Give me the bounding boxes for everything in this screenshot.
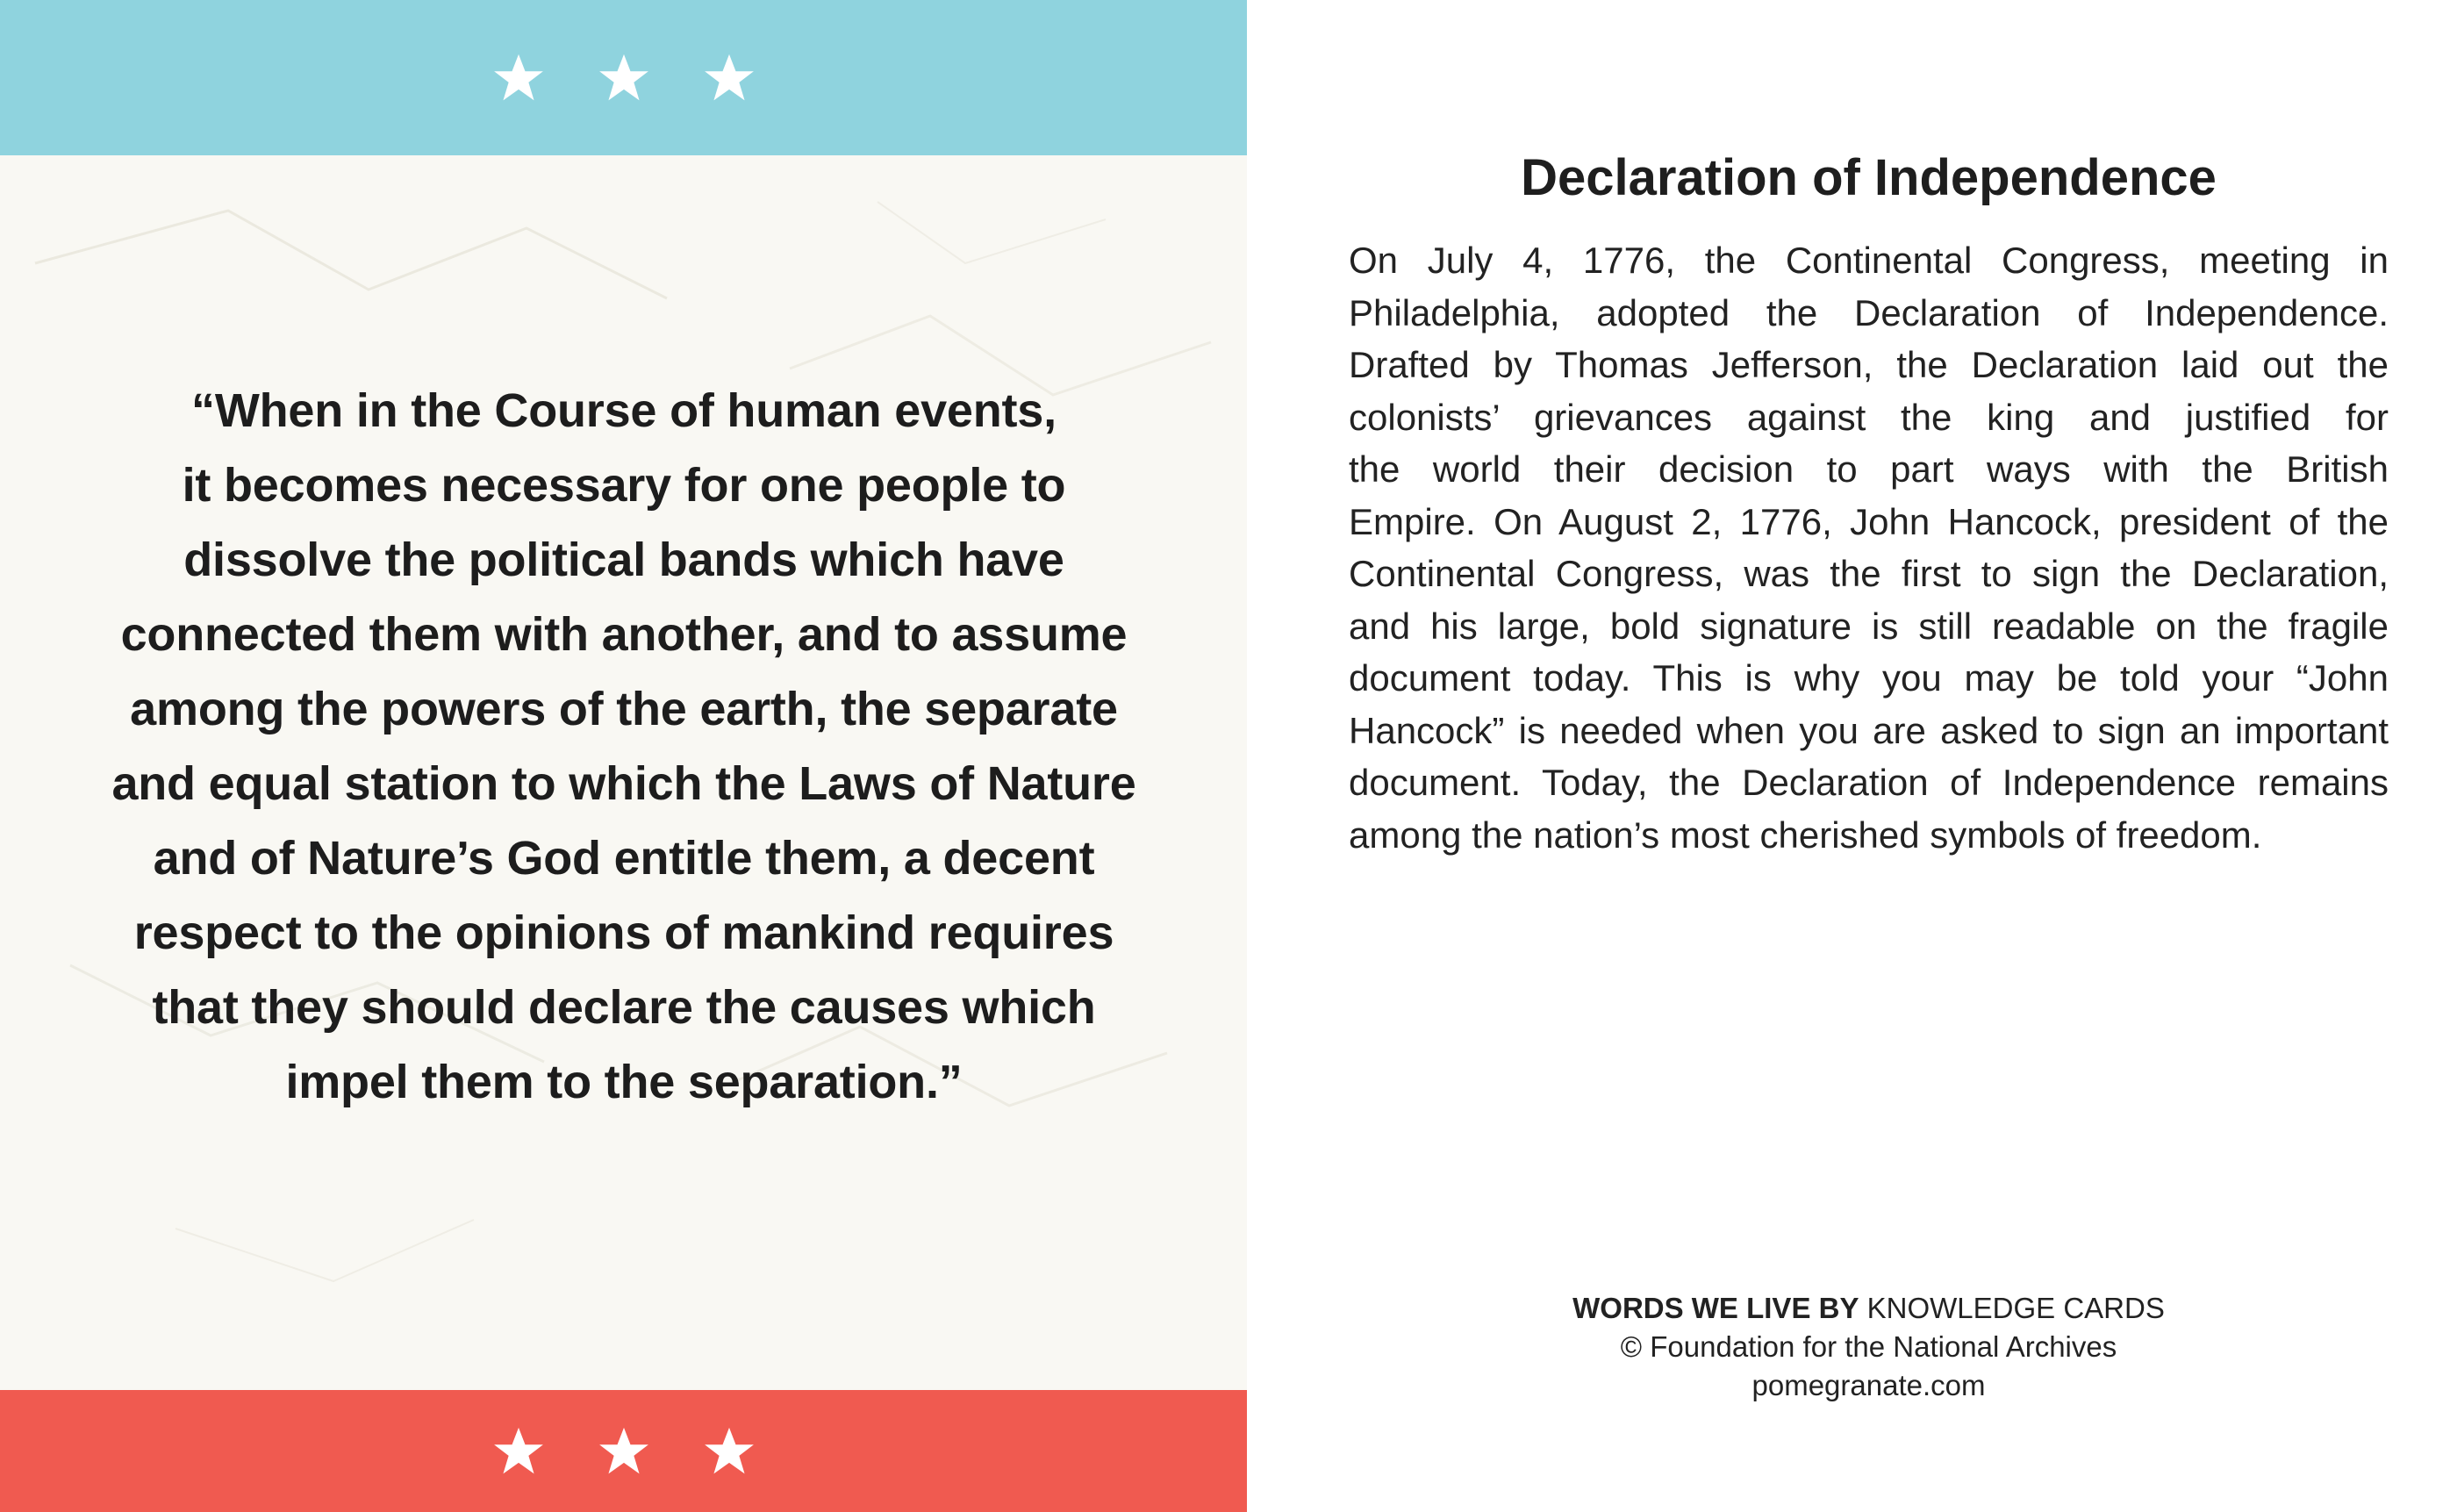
star-icon [702, 1424, 756, 1479]
card-description [1349, 234, 2389, 861]
description-line: the world their decision to part ways with the British [1349, 448, 2389, 490]
bottom-color-band [0, 1390, 1247, 1512]
description-line: Hancock” is needed when you are asked to sign an important [1349, 709, 2389, 751]
description-line: document. Today, the Declaration of Independence remains [1349, 762, 2389, 803]
declaration-quote [53, 374, 1195, 1120]
description-line: Empire. On August 2, 1776, John Hancock, president of the [1349, 500, 2389, 542]
card-footer [1349, 1289, 2389, 1405]
quote-line: connected them with another, and to assume [120, 608, 1128, 661]
quote-line: it becomes necessary for one people to [182, 459, 1066, 512]
series-line [1349, 1289, 2389, 1328]
star-icon [702, 51, 756, 105]
series-name: WORDS WE LIVE BY [1572, 1292, 1859, 1324]
series-subtitle: KNOWLEDGE CARDS [1866, 1292, 2165, 1324]
description-line: Philadelphia, adopted the Declaration of Independence. [1349, 291, 2389, 333]
quote-line: that they should declare the causes which [152, 981, 1096, 1034]
description-line: among the nation’s most cherished symbols of freedom. [1349, 813, 2262, 856]
publisher-website: pomegranate.com [1751, 1369, 1986, 1401]
quote-line: “When in the Course of human events, [191, 384, 1057, 437]
card-title: Declaration of Independence [1521, 149, 2217, 206]
star-icon [597, 1424, 651, 1479]
description-line: colonists’ grievances against the king and justified for [1349, 396, 2389, 438]
quote-line: impel them to the separation.” [285, 1056, 963, 1108]
star-icon [491, 1424, 546, 1479]
description-line: Continental Congress, was the first to sign the Declaration, [1349, 553, 2389, 594]
quote-line: and of Nature’s God entitle them, a decent [153, 832, 1095, 885]
star-icon [491, 51, 546, 105]
description-line: Drafted by Thomas Jefferson, the Declaration laid out the [1349, 344, 2389, 385]
description-line: On July 4, 1776, the Continental Congress, meeting in [1349, 240, 2389, 281]
description-line: document today. This is why you may be told your “John [1349, 657, 2389, 699]
star-icon [597, 51, 651, 105]
description-line: and his large, bold signature is still readable on the fragile [1349, 605, 2389, 647]
quote-line: among the powers of the earth, the separate [130, 683, 1118, 735]
top-color-band [0, 0, 1247, 155]
copyright-line: © Foundation for the National Archives [1620, 1330, 2117, 1363]
quote-line: respect to the opinions of mankind requires [133, 906, 1114, 959]
quote-line: and equal station to which the Laws of Nature [111, 757, 1136, 810]
quote-line: dissolve the political bands which have [183, 534, 1064, 586]
